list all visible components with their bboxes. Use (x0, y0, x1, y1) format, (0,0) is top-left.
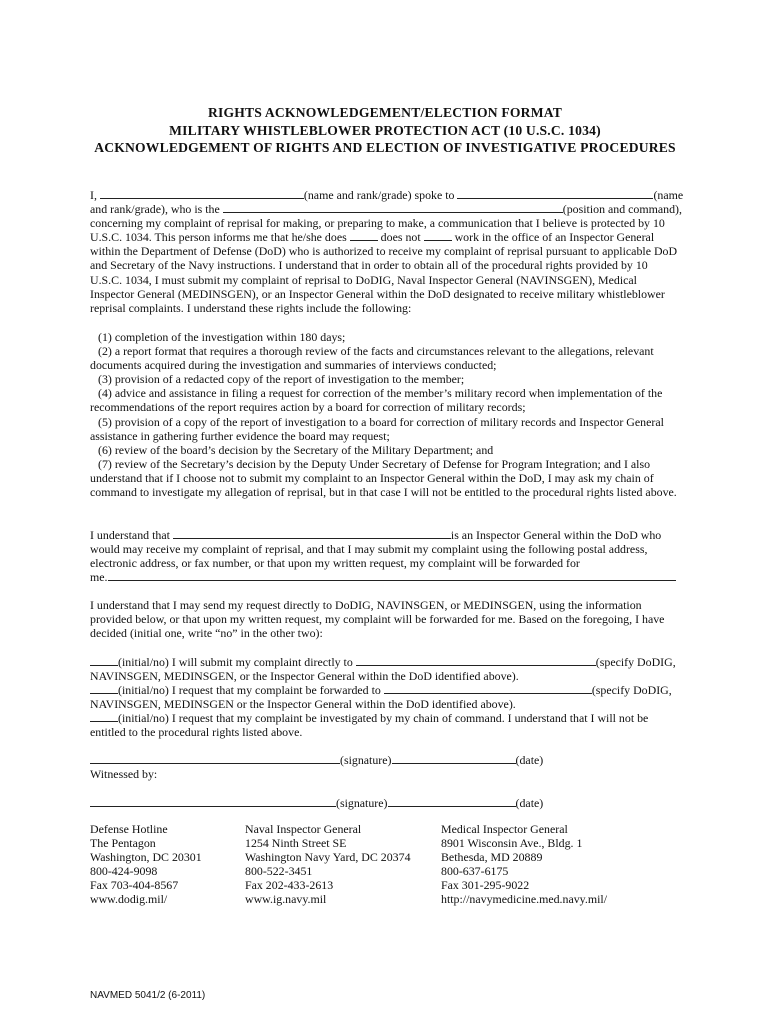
list-item: recommendations of the report requires action by a board for correction of military records; (90, 400, 526, 415)
contact-name-field[interactable] (457, 188, 653, 199)
option3-initial-field[interactable] (90, 711, 118, 722)
witness-signature-field[interactable] (90, 796, 336, 807)
inspector-general-paragraph: I understand that is an Inspector General within the DoD who would may receive my complaint of reprisal, and that I may submit my complaint using the following postal address, electronic address, or fax number, or that upon my written request, my complaint will be forwarded for me. (90, 528, 690, 584)
election-options: (initial/no) I will submit my complaint directly to (specify DoDIG, NAVINSGEN, MEDINSGEN, or the Inspector General within the DoD identified above). (initial/no) I request that my complaint be forwarded to (specify DoDIG, NAVINSGEN, MEDINSGEN or the Inspector General within the DoD identified above). (initial/no) I request that my complaint be investigated by my chain of command. I understand that I will not be entitled to the procedural rights listed above. (90, 655, 676, 740)
member-signature-field[interactable] (90, 753, 340, 764)
form-title: RIGHTS ACKNOWLEDGEMENT/ELECTION FORMAT (207, 105, 563, 120)
defense-hotline-address: Defense Hotline The Pentagon Washington, DC 20301 800-424-9098 Fax 703-404-8567 www.dodig.mil/ (90, 822, 202, 907)
rights-list (90, 330, 690, 499)
witness-signature-block: (signature) (date) (90, 796, 690, 810)
list-item: (2) a report format that requires a thorough review of the facts and circumstances relevant to the allegations, relevant (98, 344, 654, 359)
list-item: assistance in gathering further evidence the board may request; (90, 428, 390, 443)
position-command-field[interactable] (223, 202, 563, 213)
list-item: (6) review of the board’s decision by the Secretary of the Military Department; and (98, 442, 494, 457)
list-item: understand that if I choose not to submit my complaint to an Inspector General within the DoD, I may ask my chain of (90, 470, 654, 485)
does-not-initial-field[interactable] (424, 230, 452, 241)
inspector-general-field[interactable] (173, 528, 451, 539)
medical-ig-address: Medical Inspector General 8901 Wisconsin Ave., Bldg. 1 Bethesda, MD 20889 800-637-6175 Fax 301-295-9022 http://navymedicine.med.navy.mil/ (441, 822, 607, 907)
witness-date-field[interactable] (388, 796, 516, 807)
witnessed-by-label: Witnessed by: (90, 767, 158, 782)
member-date-field[interactable] (392, 753, 516, 764)
list-item: command to investigate my allegation of reprisal, but in that case I will not be entitled to the procedural rights listed above. (90, 485, 677, 500)
intro-paragraph: I, (name and rank/grade) spoke to (name and rank/grade), who is the (position and command), concerning my complaint of reprisal for making, or preparing to make, a communication that I believe is protected by 10 U.S.C. 1034. This person informs me that he/she does does not work in the office of an Inspector General within the Department of Defense (DoD) who is authorized to receive my complaint of reprisal pursuant to applicable DoD and Secretary of the Navy instructions. I understand that in order to obtain all of the procedural rights provided by 10 U.S.C. 1034, I must submit my complaint of reprisal to DoDIG, Naval Inspector General (NAVINSGEN), Medical Inspector General (MEDINSGEN), or an Inspector General within the DoD designated to receive military whistleblower reprisal complaints. I understand these rights include the following: (90, 188, 684, 315)
list-item: (4) advice and assistance in filing a request for correction of the member’s military record when implementation of the (98, 386, 663, 401)
speaker-name-field[interactable] (100, 188, 304, 199)
form-subtitle: MILITARY WHISTLEBLOWER PROTECTION ACT (10 U.S.C. 1034) (169, 122, 601, 138)
navy-medicine-link[interactable]: http://navymedicine.med.navy.mil/ (441, 892, 607, 907)
list-item: (5) provision of a copy of the report of investigation to a board for correction of military records and Inspector General (98, 414, 664, 429)
list-item: (3) provision of a redacted copy of the report of investigation to the member; (98, 372, 465, 387)
list-item: (7) review of the Secretary’s decision by the Deputy Under Secretary of Defense for Program Integration; and I also (98, 456, 651, 471)
member-signature-block: (signature) (date) Witnessed by: (90, 753, 690, 781)
option2-specify-field[interactable] (384, 683, 592, 694)
direct-request-paragraph: I understand that I may send my request directly to DoDIG, NAVINSGEN, or MEDINSGEN, using the information provided below, or that upon my written request, my complaint will be forwarded for me. Based on the foregoing, I have decided (initial one, write “no” in the other two): (90, 598, 665, 641)
form-section-title: ACKNOWLEDGEMENT OF RIGHTS AND ELECTION OF INVESTIGATIVE PROCEDURES (94, 140, 676, 155)
navy-ig-link[interactable]: www.ig.navy.mil (245, 892, 327, 907)
option1-specify-field[interactable] (356, 655, 596, 666)
list-item: (1) completion of the investigation within 180 days; (98, 330, 346, 344)
form-title-block (0, 104, 770, 157)
forward-address-field[interactable] (108, 570, 676, 581)
list-item: documents acquired during the investigation and summaries of interviews conducted; (90, 358, 497, 373)
naval-ig-address: Naval Inspector General 1254 Ninth Street SE Washington Navy Yard, DC 20374 800-522-3451 Fax 202-433-2613 www.ig.navy.mil (245, 822, 411, 907)
form-number: NAVMED 5041/2 (6-2011) (90, 990, 206, 1001)
does-initial-field[interactable] (350, 230, 378, 241)
option1-initial-field[interactable] (90, 655, 118, 666)
option2-initial-field[interactable] (90, 683, 118, 694)
dodig-link[interactable]: www.dodig.mil/ (90, 892, 168, 907)
